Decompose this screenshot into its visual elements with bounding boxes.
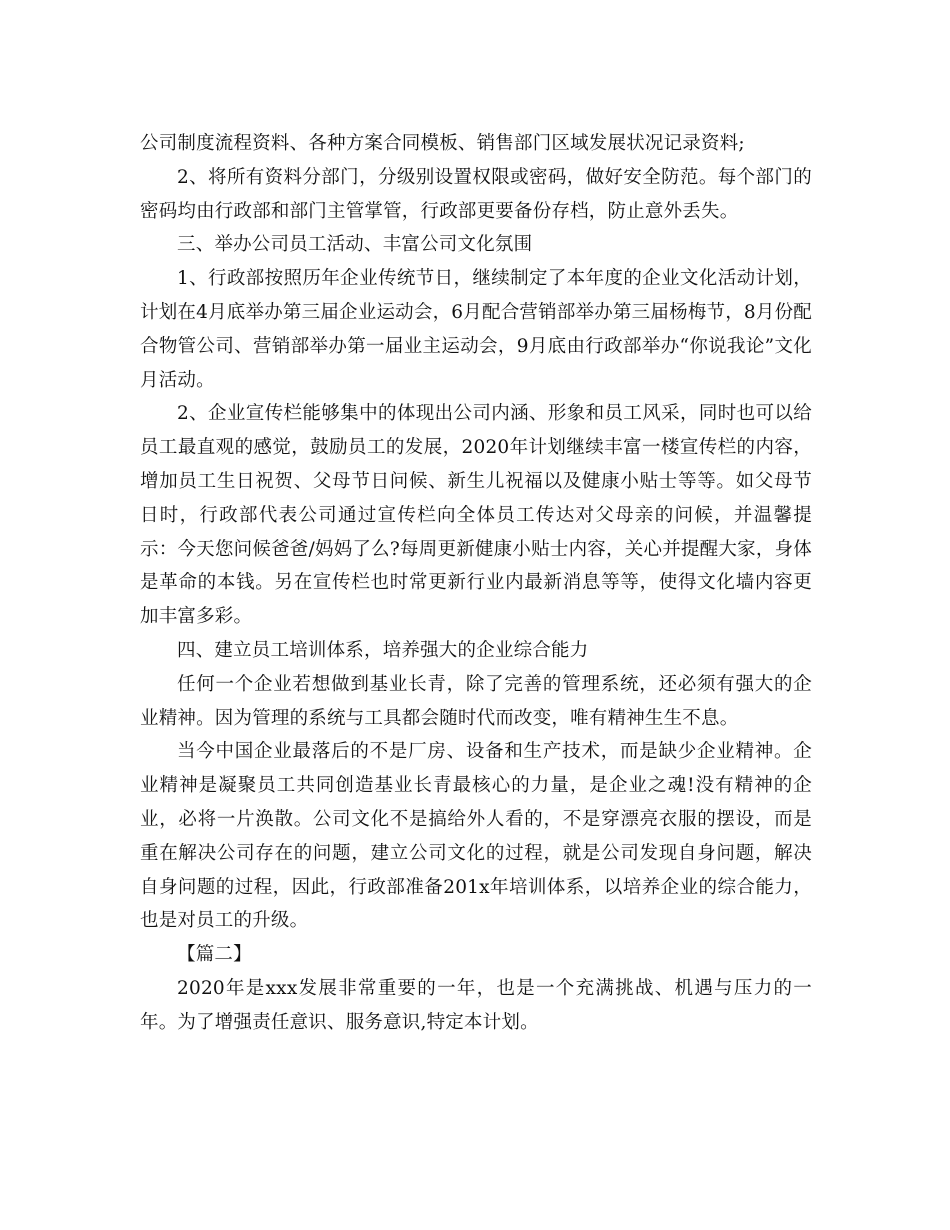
section-heading-3: 三、举办公司员工活动、丰富公司文化氛围 [177, 234, 533, 256]
document-body [140, 127, 812, 1040]
paragraph-7: 任何一个企业若想做到基业长青，除了完善的管理系统，还必须有强大的企业精神。因为管理的系统与工具都会随时代而改变，唯有精神生生不息。 [140, 673, 812, 729]
section-heading-4: 四、建立员工培训体系，培养强大的企业综合能力 [177, 639, 589, 661]
paragraph-5: 2、企业宣传栏能够集中的体现出公司内涵、形象和员工风采，同时也可以给员工最直观的感觉，鼓励员工的发展，2020年计划继续丰富一楼宣传栏的内容，增加员工生日祝贺、父母节日问候、新生儿祝福以及健康小贴士等等。如父母节日时，行政部代表公司通过宣传栏向全体员工传达对父母亲的问候，并温馨提示：今天您问候爸爸/妈妈了么?每周更新健康小贴士内容，关心并提醒大家，身体是革命的本钱。另在宣传栏也时常更新行业内最新消息等等，使得文化墙内容更加丰富多彩。 [140, 403, 812, 628]
paragraph-10: 2020年是xxx发展非常重要的一年，也是一个充满挑战、机遇与压力的一年。为了增强责任意识、服务意识,特定本计划。 [140, 977, 812, 1033]
part-two-heading: 【篇二】 [177, 944, 252, 966]
paragraph-2: 2、将所有资料分部门，分级别设置权限或密码，做好安全防范。每个部门的密码均由行政部和部门主管掌管，行政部更要备份存档，防止意外丢失。 [140, 166, 812, 222]
paragraph-1: 公司制度流程资料、各种方案合同模板、销售部门区域发展状况记录资料; [140, 133, 745, 154]
paragraph-4: 1、行政部按照历年企业传统节日，继续制定了本年度的企业文化活动计划，计划在4月底举办第三届企业运动会，6月配合营销部举办第三届杨梅节，8月份配合物管公司、营销部举办第一届业主运动会，9月底由行政部举办“你说我论”文化月活动。 [140, 268, 812, 391]
paragraph-8: 当今中国企业最落后的不是厂房、设备和生产技术，而是缺少企业精神。企业精神是凝聚员工共同创造基业长青最核心的力量，是企业之魂!没有精神的企业，必将一片涣散。公司文化不是搞给外人看的，不是穿漂亮衣服的摆设，而是重在解决公司存在的问题，建立公司文化的过程，就是公司发现自身问题，解决自身问题的过程，因此，行政部准备201x年培训体系，以培养企业的综合能力，也是对员工的升级。 [140, 741, 812, 932]
